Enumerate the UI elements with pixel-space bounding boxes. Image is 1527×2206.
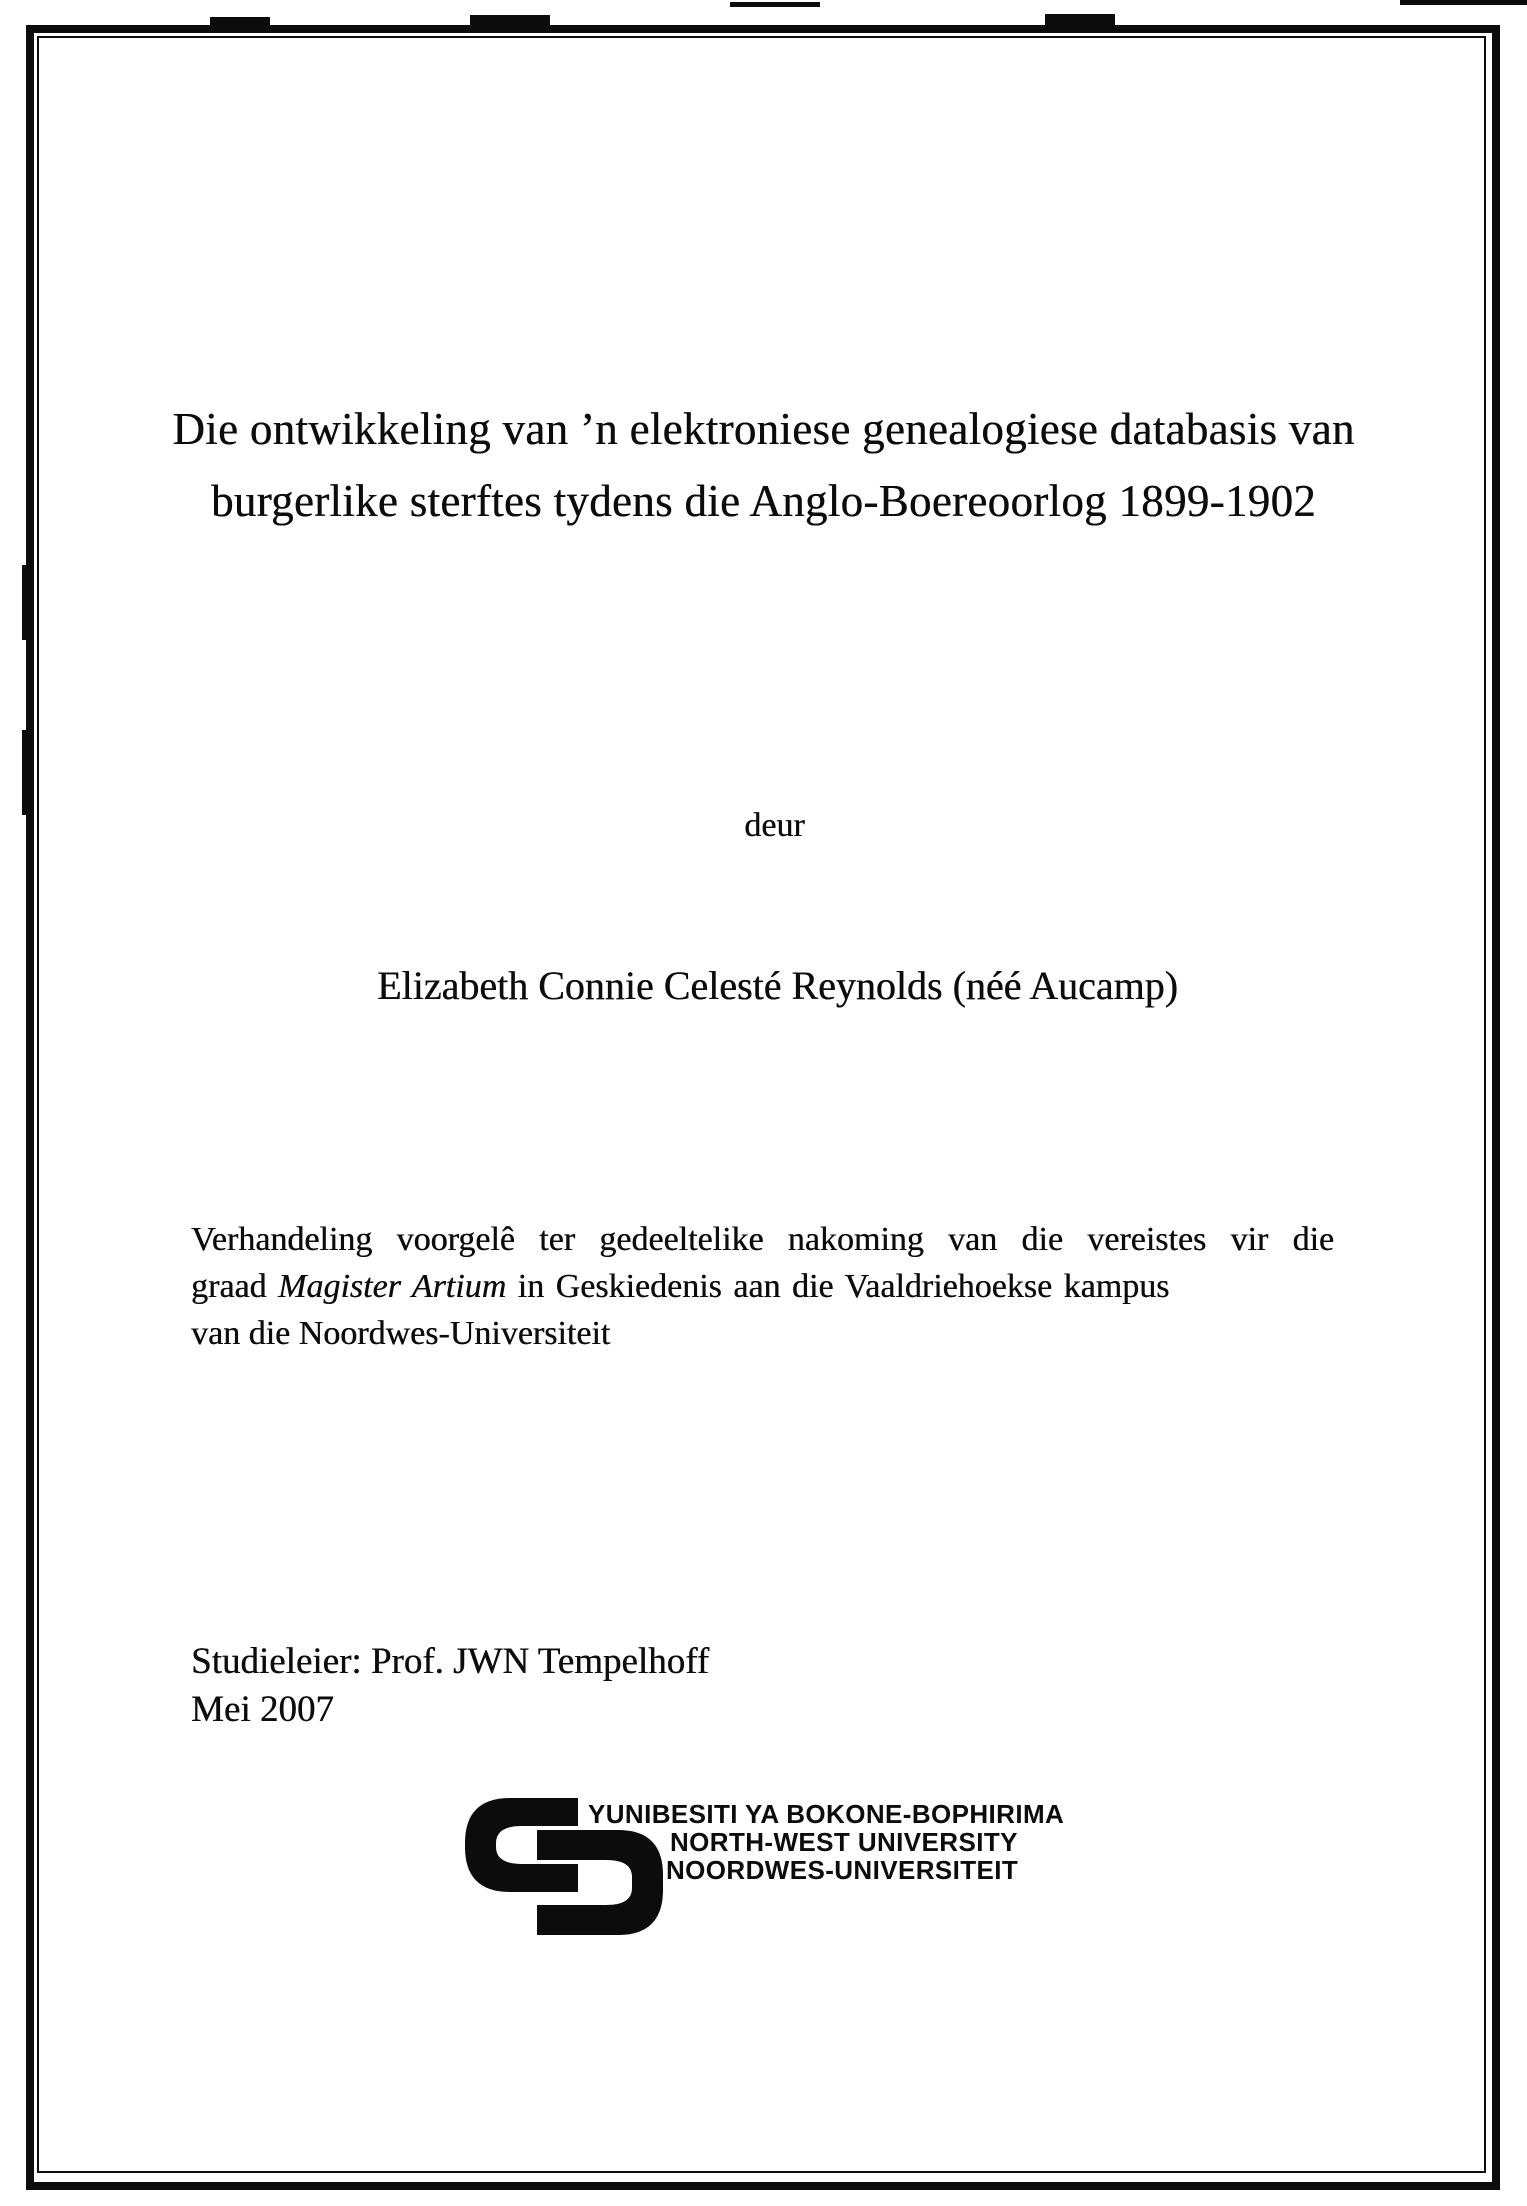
date-line: Mei 2007	[191, 1689, 334, 1730]
thesis-title-line-1: Die ontwikkeling van ’n elektroniese genealogiese databasis van	[172, 404, 1355, 454]
supervisor-line: Studieleier: Prof. JWN Tempelhoff	[191, 1641, 710, 1682]
supervisor-block	[191, 1638, 1091, 1734]
degree-statement-line-2-prefix: graad	[191, 1268, 279, 1305]
byline: deur	[744, 807, 805, 844]
logo-text-english: NORTH-WEST UNIVERSITY	[670, 1827, 1018, 1857]
scan-artifact	[730, 2, 820, 7]
degree-statement-line-3: van die Noordwes-Universiteit	[191, 1315, 611, 1352]
logo-text-afrikaans: NOORDWES-UNIVERSITEIT	[666, 1855, 1019, 1885]
degree-statement-line-2	[191, 1263, 1334, 1310]
degree-statement-line-2-suffix: in Geskiedenis aan die Vaaldriehoekse kampus	[506, 1268, 1170, 1305]
degree-statement	[191, 1216, 1334, 1357]
scan-artifact	[1400, 0, 1527, 5]
logo-text-setswana: YUNIBESITI YA BOKONE-BOPHIRIMA	[588, 1799, 1065, 1829]
thesis-title-line-2: burgerlike sterftes tydens die Anglo-Boereoorlog 1899-1902	[210, 476, 1317, 526]
degree-statement-line-1: Verhandeling voorgelê ter gedeeltelike nakoming van die vereistes vir die	[191, 1221, 1334, 1258]
thesis-title	[0, 393, 1527, 537]
degree-name-italic: Magister Artium	[278, 1268, 507, 1305]
author-name: Elizabeth Connie Celesté Reynolds (néé Aucamp)	[377, 963, 1178, 1008]
